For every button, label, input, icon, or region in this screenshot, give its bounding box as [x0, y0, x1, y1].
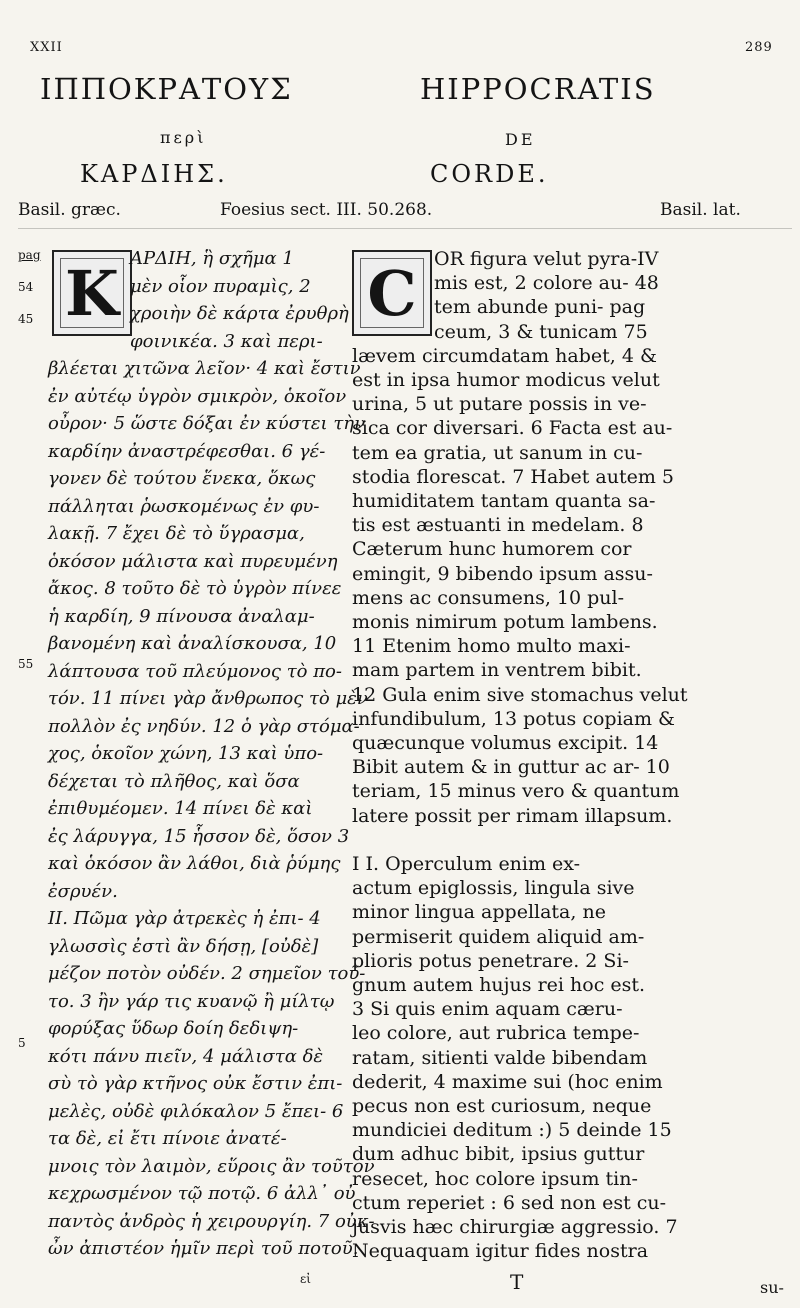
margin-54: 54	[18, 280, 34, 294]
latin-text-line: teriam, 15 minus vero & quantum	[352, 780, 680, 803]
greek-text-line: λακῇ. 7 ἔχει δὲ τὸ ὕγρασμα,	[48, 523, 305, 544]
greek-text-line: ΑΡΔΙΗ, ἣ σχῆμα 1	[130, 248, 294, 269]
greek-text-line: ὁκόσον μάλιστα καὶ πυρευμένη	[48, 550, 338, 572]
latin-text-line: 11 Etenim homo multo maxi-	[352, 635, 631, 658]
greek-text-line: βλέεται χιτῶνα λεῖον· 4 καὶ ἔστιν	[48, 358, 361, 379]
latin-text-line: tis est æstuanti in medelam. 8	[352, 514, 644, 537]
greek-text-line: παντὸς ἀνδρὸς ἡ χειρουργίη. 7 οὐκ-	[48, 1210, 375, 1232]
latin-text-line: lævem circumdatam habet, 4 &	[352, 344, 657, 367]
latin-text-line: leo colore, aut rubrica tempe-	[352, 1022, 640, 1045]
catchword-right: su-	[760, 1278, 784, 1297]
latin-text-line: infundibulum, 13 potus copiam &	[352, 707, 675, 730]
greek-text-line: χροιὴν δὲ κάρτα ἐρυθρὴ	[130, 303, 349, 324]
latin-text-line: est in ipsa humor modicus velut	[352, 369, 660, 391]
latin-text-line: Nequaquam igitur fides nostra	[352, 1240, 649, 1263]
latin-subtitle: CORDE.	[430, 160, 549, 188]
greek-text-line: γονεν δὲ τούτου ἕνεκα, ὅκως	[48, 468, 316, 489]
right-folio: 289	[745, 40, 773, 55]
latin-text-line: latere possit per rimam illapsum.	[352, 804, 673, 827]
latin-text-line: urina, 5 ut putare possis in ve-	[352, 393, 647, 416]
greek-subtitle: ΚΑΡΔΙΗΣ.	[80, 160, 228, 188]
catchword-center: T	[510, 1270, 524, 1294]
greek-text-line: καρδίην ἀναστρέφεσθαι. 6 γέ-	[48, 440, 326, 462]
greek-text-line: ἐπιθυμέομεν. 14 πίνει δὲ καὶ	[48, 798, 313, 819]
greek-text-line: ἐν αὐτέῳ ὑγρὸν σμικρὸν, ὁκοῖον	[48, 385, 347, 407]
left-folio: XXII	[30, 40, 63, 55]
latin-text-line: plioris potus penetrare. 2 Si-	[352, 949, 629, 972]
latin-text-line: mundiciei deditum :) 5 deinde 15	[352, 1119, 672, 1142]
greek-text-line: ἡ καρδίη, 9 πίνουσα ἀναλαμ-	[48, 605, 315, 627]
latin-text-line: permiserit quidem aliquid am-	[352, 925, 645, 948]
edition-right: Basil. lat.	[660, 200, 741, 220]
margin-45: 45	[18, 312, 34, 326]
latin-text-line: tem ea gratia, ut sanum in cu-	[352, 441, 643, 464]
margin-5: 5	[18, 1036, 26, 1050]
latin-text-line: mam partem in ventrem bibit.	[352, 659, 642, 682]
greek-text-line: μνοις τὸν λαιμὸν, εὕροις ἂν τοῦτον	[48, 1155, 375, 1177]
margin-pag: pag	[18, 248, 41, 262]
greek-text-line: πολλὸν ἐς νηδύν. 12 ὁ γὰρ στόμα-	[48, 715, 360, 737]
latin-text-line: sica cor diversari. 6 Facta est au-	[352, 417, 673, 440]
greek-text-line: τόν. 11 πίνει γὰρ ἄνθρωπος τὸ μὲν	[48, 688, 368, 709]
greek-title: ΙΠΠΟΚΡΑΤΟΥΣ	[40, 72, 293, 106]
latin-text-line: dum adhuc bibit, ipsius guttur	[352, 1143, 645, 1166]
latin-title: HIPPOCRATIS	[420, 72, 656, 106]
edition-center: Foesius sect. III. 50.268.	[220, 200, 433, 220]
greek-catchword: εἰ	[300, 1272, 311, 1286]
latin-text-line: ctum reperiet : 6 sed non est cu-	[352, 1191, 667, 1214]
greek-text-line: φοινικέα. 3 καὶ περι-	[130, 330, 323, 352]
latin-dropcap	[352, 250, 432, 336]
greek-text-line: κεχρωσμένον τῷ ποτῷ. 6 ἀλλ᾽ οὐ	[48, 1183, 356, 1204]
greek-text-line: μὲν οἷον πυραμὶς, 2	[130, 275, 311, 297]
latin-dropcap-letter: C	[367, 256, 417, 330]
greek-text-line: χος, ὁκοῖον χώνη, 13 καὶ ὑπο-	[48, 743, 324, 764]
greek-text-line: ἄκος. 8 τοῦτο δὲ τὸ ὑγρὸν πίνεε	[48, 578, 342, 599]
divider	[18, 228, 792, 229]
latin-text-line: dederit, 4 maxime sui (hoc enim	[352, 1070, 663, 1093]
latin-text-line: resecet, hoc colore ipsum tin-	[352, 1167, 638, 1190]
latin-text-line: ratam, sitienti valde bibendam	[352, 1046, 648, 1069]
greek-text-line: ἐς λάρυγγα, 15 ἧσσον δὲ, ὅσον 3	[48, 825, 350, 847]
edition-left: Basil. græc.	[18, 200, 121, 220]
latin-text-line: minor lingua appellata, ne	[352, 901, 606, 924]
greek-dropcap	[52, 250, 132, 336]
greek-text-line: τα δὲ, εἰ ἔτι πίνοιε ἀνατέ-	[48, 1128, 287, 1149]
margin-55: 55	[18, 657, 34, 671]
greek-text-line: μελὲς, οὐδὲ φιλόκαλον 5 ἔπει- 6	[48, 1100, 344, 1122]
latin-text-line: ceum, 3 & tunicam 75	[434, 320, 648, 343]
greek-text-line: οὖρον· 5 ὥστε δόξαι ἐν κύστει τὴν	[48, 413, 366, 434]
greek-text-line: πάλληται ῥωσκομένως ἐν φυ-	[48, 495, 320, 517]
greek-text-line: ἐσρυέν.	[48, 880, 118, 902]
greek-text-line: II. Πῶμα γὰρ ἀτρεκὲς ἡ ἐπι- 4	[48, 908, 321, 929]
latin-text-line: gnum autem hujus rei hoc est.	[352, 974, 646, 996]
latin-text-line: actum epiglossis, lingula sive	[352, 877, 635, 900]
latin-text-line: Cæterum hunc humorem cor	[352, 538, 632, 561]
greek-text-line: φορύξας ὕδωρ δοίη δεδιψη-	[48, 1018, 299, 1039]
latin-text-line: 3 Si quis enim aquam cæru-	[352, 998, 623, 1021]
greek-text-line: κότι πάνυ πιεῖν, 4 μάλιστα δὲ	[48, 1045, 324, 1067]
greek-text-line: σὺ τὸ γὰρ κτῆνος οὐκ ἔστιν ἐπι-	[48, 1073, 343, 1094]
greek-text-line: καὶ ὁκόσον ἂν λάθοι, διὰ ῥύμης	[48, 853, 341, 874]
latin-text-line: tem abunde puni- pag	[434, 296, 646, 319]
latin-text-line: 12 Gula enim sive stomachus velut	[352, 683, 688, 706]
greek-text-line: ὦν ἀπιστέον ἡμῖν περὶ τοῦ ποτοῦ.	[48, 1238, 359, 1259]
latin-text-line: mens ac consumens, 10 pul-	[352, 586, 625, 609]
greek-text-line: βανομένη καὶ ἀναλίσκουσα, 10	[48, 633, 337, 654]
latin-text-line: monis nimirum potum lambens.	[352, 611, 658, 633]
greek-text-line: το. 3 ἢν γάρ τις κυανῷ ἢ μίλτῳ	[48, 990, 335, 1012]
greek-sub-prep: περὶ	[160, 128, 207, 147]
latin-text-line: OR figura velut pyra-IV	[434, 248, 659, 270]
latin-text-line: mis est, 2 colore au- 48	[434, 272, 659, 295]
greek-text-line: δέχεται τὸ πλῆθος, καὶ ὅσα	[48, 770, 300, 792]
latin-text-line: Bibit autem & in guttur ac ar- 10	[352, 756, 670, 779]
greek-text-line: γλωσσὶς ἐστὶ ἂν δήσῃ, [οὐδὲ]	[48, 935, 319, 957]
latin-text-line: jusvis hæc chirurgiæ aggressio. 7	[352, 1216, 678, 1238]
greek-text-line: λάπτουσα τοῦ πλεύμονος τὸ πο-	[48, 660, 342, 682]
latin-text-line: quæcunque volumus excipit. 14	[352, 732, 659, 754]
latin-sub-prep: DE	[505, 130, 536, 149]
greek-dropcap-letter: K	[65, 256, 119, 330]
latin-text-line: pecus non est curiosum, neque	[352, 1095, 652, 1117]
latin-text-line: stodia florescat. 7 Habet autem 5	[352, 465, 674, 488]
latin-text-line: I I. Operculum enim ex-	[352, 853, 581, 875]
latin-text-line: humiditatem tantam quanta sa-	[352, 490, 656, 512]
greek-text-line: μέζον ποτὸν οὐδέν. 2 σημεῖον τοῦ-	[48, 963, 366, 984]
latin-text-line: emingit, 9 bibendo ipsum assu-	[352, 562, 653, 585]
